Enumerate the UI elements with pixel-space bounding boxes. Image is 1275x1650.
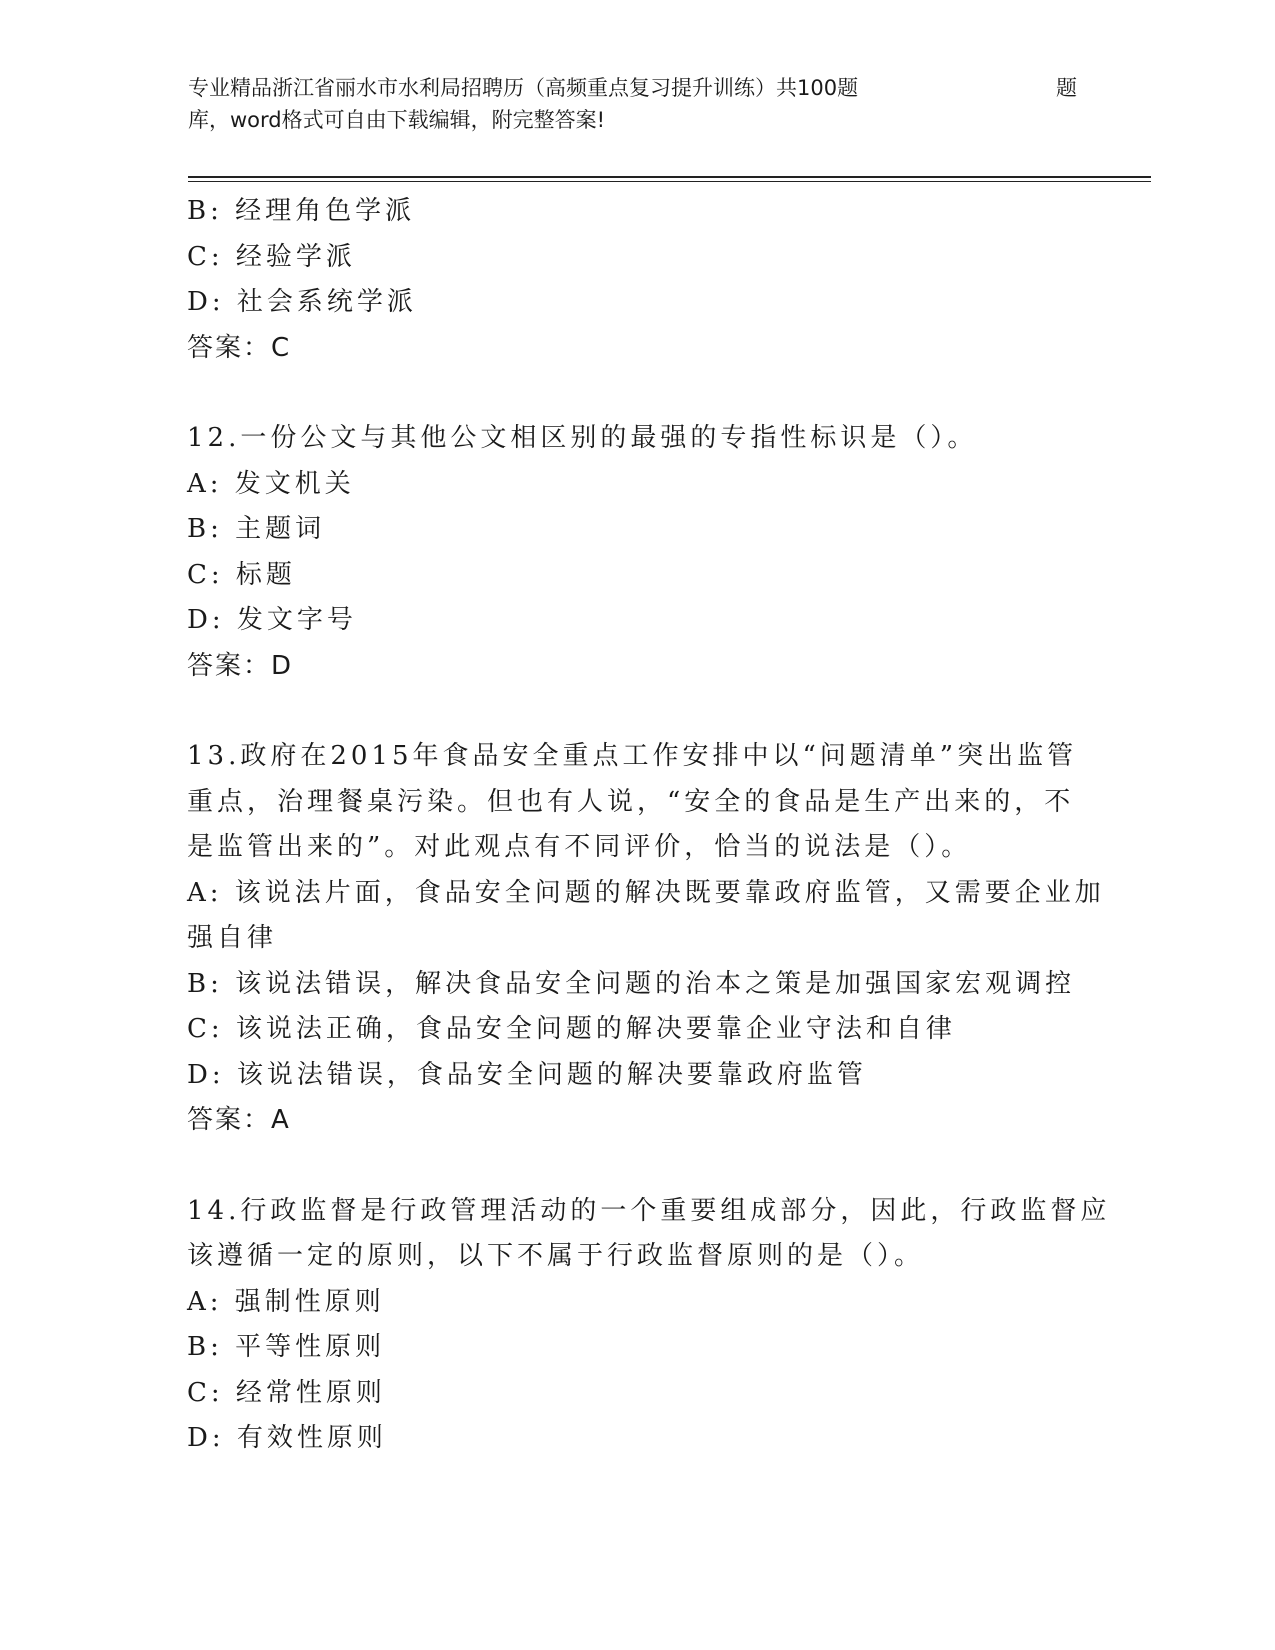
option-d: D: 有效性原则 [187, 1423, 387, 1453]
option-c: C: 经验学派 [187, 241, 356, 272]
spacer [187, 371, 1087, 416]
header-title-tail: 题 [1056, 76, 1077, 100]
answer-line: 答案：C [187, 332, 292, 363]
header-line-1 [188, 72, 1088, 104]
option-b: B: 主题词 [187, 514, 326, 544]
question-stem: 12.一份公文与其他公文相区别的最强的专指性标识是（）。 [187, 423, 978, 453]
page-header [188, 72, 1088, 136]
option-c: C: 该说法正确，食品安全问题的解决要靠企业守法和自律 [187, 1014, 956, 1044]
header-title-main: 专业精品浙江省丽水市水利局招聘历（高频重点复习提升训练）共100题 [188, 76, 859, 100]
document-body [187, 189, 1111, 1462]
question-stem: 14.行政监督是行政管理活动的一个重要组成部分，因此，行政监督应 [187, 1195, 1111, 1226]
option-c: C: 标题 [187, 559, 296, 590]
answer-line: 答案：A [187, 1105, 291, 1135]
question-stem: 该遵循一定的原则，以下不属于行政监督原则的是（）。 [187, 1241, 925, 1271]
option-a: A: 发文机关 [187, 468, 355, 499]
header-line-2: 库，word格式可自由下载编辑，附完整答案! [188, 108, 606, 132]
question-13 [187, 734, 1105, 1144]
option-b: B: 平等性原则 [187, 1332, 386, 1362]
answer-line: 答案：D [187, 650, 294, 681]
question-12 [187, 416, 1087, 689]
question-stem: 重点，治理餐桌污染。但也有人说，“安全的食品是生产出来的，不 [187, 786, 1075, 817]
option-c: C: 经常性原则 [187, 1377, 386, 1408]
question-stem: 13.政府在2015年食品安全重点工作安排中以“问题清单”突出监管 [187, 741, 1078, 771]
option-d: D: 社会系统学派 [187, 287, 417, 317]
spacer [187, 1144, 1087, 1189]
option-d: D: 发文字号 [187, 605, 357, 635]
spacer [187, 689, 1087, 734]
header-rule-thin [188, 181, 1151, 182]
header-rule-thick [188, 176, 1151, 178]
question-11 [187, 189, 1087, 371]
option-a: A: 强制性原则 [187, 1286, 385, 1317]
option-b: B: 经理角色学派 [187, 196, 416, 226]
question-14 [187, 1189, 1111, 1462]
option-a-continued: 强自律 [187, 923, 278, 953]
question-stem: 是监管出来的”。对此观点有不同评价，恰当的说法是（）。 [187, 832, 972, 862]
option-d: D: 该说法错误，食品安全问题的解决要靠政府监管 [187, 1059, 867, 1090]
option-b: B: 该说法错误，解决食品安全问题的治本之策是加强国家宏观调控 [187, 968, 1076, 999]
option-a: A: 该说法片面，食品安全问题的解决既要靠政府监管，又需要企业加 [187, 877, 1105, 908]
